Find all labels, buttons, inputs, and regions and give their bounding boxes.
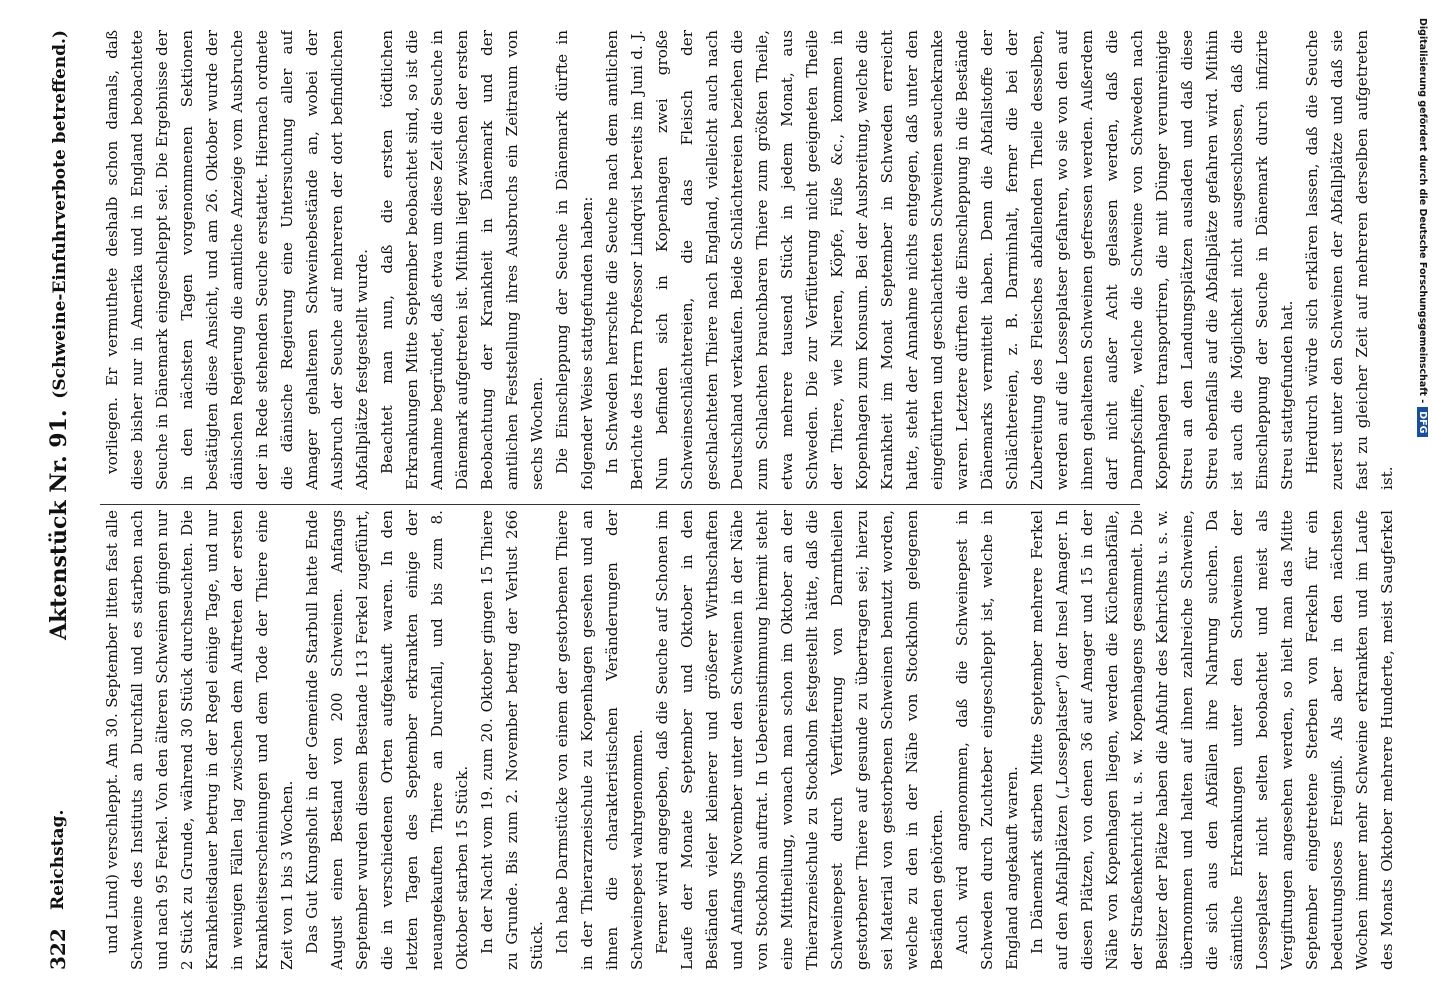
page-header: [46, 30, 86, 970]
left-column: [100, 510, 1400, 970]
document-number: Aktenstück Nr. 91.: [46, 409, 72, 640]
paragraph: Ich habe Darmstücke von einem der gestorbenen Thiere in der Thierarzneischule zu Kopenhagen gesehen und an ihnen die charakteristischen Veränderungen der Schweinepest wahrgenommen.: [553, 510, 646, 970]
credit-text: Digitalisierung gefördert durch die Deutsche Forschungsgemeinschaft -: [1417, 18, 1428, 404]
paragraph: Auch wird angenommen, daß die Schweinepest in Schweden durch Zuchteber eingeschleppt ist, welche in England angekauft waren.: [953, 510, 1021, 970]
paragraph: Beachtet man nun, daß die ersten tödtlichen Erkrankungen Mitte September beobachtet sind, so ist die Annahme begründet, daß etwa um diese Zeit die Seuche in Dänemark aufgetreten ist. Mithin liegt zwischen der ersten Beobachtung der Krankheit in Dänemark und der amtlichen Feststellung ihres Ausbruchs ein Zeitraum von sechs Wochen.: [378, 30, 546, 490]
paragraph: In Dänemark starben Mitte September mehrere Ferkel auf den Abfallplätzen („Losseplatser“) der Insel Amager. In diesen Plätzen, von denen 36 auf Amager und 15 in der Nähe von Kopenhagen liegen, werden die Küchenabfälle, der Straßenkehricht u. s. w. Kopenhagens gesammelt. Die Besitzer der Plätze haben die Abfuhr des Kehrichts u. s. w. übernommen und halten auf ihnen zahlreiche Schweine, die sich aus den Abfällen ihre Nahrung suchen. Da sämtliche Erkrankungen unter den Schweinen der Losseplatser nicht selten beobachtet und meist als Vergiftungen angesehen werden, so hielt man das Mitte September eingetretene Sterben von Ferkeln für ein bedeutungsloses Ereigniß. Als aber in den nächsten Wochen immer mehr Schweine erkrankten und im Laufe des Monats Oktober mehrere Hunderte, meist Saugferkel: [1028, 510, 1396, 970]
paragraph: In Schweden herrschte die Seuche nach dem amtlichen Berichte des Herrn Professor Lindqvist bereits im Juni d. J. Nun befinden sich in Kopenhagen zwei große Schweineschlächtereien, die das Fleisch der geschlachteten Thiere nach England, vielleicht auch nach Deutschland verkaufen. Beide Schlächtereien beziehen die zum Schlachten brauchbaren Thiere zum größten Theile, etwa mehrere tausend Stück in jedem Monat, aus Schweden. Die zur Verfütterung nicht geeigneten Theile der Thiere, wie Nieren, Köpfe, Füße &c., kommen in Kopenhagen zum Konsum. Bei der Ausbreitung, welche die Krankheit im Monat September in Schweden erreicht hatte, steht der Annahme nichts entgegen, daß unter den eingeführten und geschlachteten Schweinen seuchekranke waren. Letztere dürften die Einschleppung in die Bestände Dänemarks vermittelt haben. Denn die Abfallstoffe der Schlächtereien, z. B. Darminhalt, ferner die bei der Zubereitung des Fleisches abfallenden Theile desselben, werden auf die Losseplatser gefahren, wo sie von den auf ihnen gehaltenen Schweinen gefressen werden. Außerdem darf nicht außer Acht gelassen werden, daß die Dampfschiffe, welche die Schweine von Schweden nach Kopenhagen transportiren, die mit Dünger verunreinigte Streu an den Landungsplätzen ausladen und daß diese Streu ebenfalls auf die Abfallplätze gefahren wird. Mithin ist auch die Möglichkeit nicht ausgeschlossen, daß die Einschleppung der Seuche in Dänemark durch infizirte Streu stattgefunden hat.: [603, 30, 1296, 490]
digitization-credit: [1410, 18, 1428, 978]
right-column: [100, 30, 1400, 490]
paragraph: Ferner wird angegeben, daß die Seuche auf Schonen im Laufe der Monate September und Oktober in den Beständen vieler kleinerer und größerer Wirthschaften und Anfangs November unter den Schweinen in der Nähe von Stockholm auftrat. In Uebereinstimmung hiermit steht eine Mittheilung, wonach man schon im Oktober an der Thierarzneischule zu Stockholm festgestellt hätte, daß die Schweinepest durch Verfütterung von Darmtheilen gestorbener Thiere auf gesunde zu übertragen sei; hierzu sei Material von gestorbenen Schweinen benutzt worden, welche zu den in der Nähe von Stockholm gelegenen Beständen gehörten.: [653, 510, 946, 970]
running-head-right: (Schweine-Einfuhrverbote betreffend.): [50, 30, 70, 399]
dfg-logo: DFG: [1417, 407, 1428, 437]
paragraph: Hierdurch würde sich erklären lassen, daß die Seuche zuerst unter den Schweinen der Abfallplätze und daß sie fast zu gleicher Zeit auf mehreren derselben aufgetreten ist.: [1303, 30, 1396, 490]
paragraph: Das Gut Kungsholt in der Gemeinde Starbull hatte Ende August einen Bestand von 200 Schweinen. Anfangs September wurden diesem Bestande 113 Ferkel zugeführt, die in verschiedenen Orten aufgekauft waren. In den letzten Tagen des September erkrankten einige der neuangekauften Thiere an Durchfall, und bis zum 8. Oktober starben 15 Stück.: [303, 510, 471, 970]
paragraph: Die Einschleppung der Seuche in Dänemark dürfte in folgender Weise stattgefunden haben:: [553, 30, 596, 490]
paragraph: und Lund) verschleppt. Am 30. September litten fast alle Schweine des Instituts an Durchfall und es starben nach und nach 95 Ferkel. Von den älteren Schweinen gingen nur 2 Stück zu Grunde, während 30 Stück durchseuchten. Die Krankheitsdauer betrug in der Regel einige Tage, und nur in wenigen Fällen lag zwischen dem Auftreten der ersten Krankheitserscheinungen und dem Tode der Thiere eine Zeit von 1 bis 3 Wochen.: [103, 510, 296, 970]
column-divider: [100, 504, 1140, 505]
page-number: 322: [46, 928, 70, 970]
running-head-left: Reichstag.: [48, 809, 68, 910]
document-page: [16, 0, 1416, 1000]
paragraph: vorliegen. Er vermuthete deshalb schon damals, daß diese bisher nur in Amerika und in England beobachtete Seuche in Dänemark eingeschleppt sei. Die Ergebnisse der in den nächsten Tagen vorgenommenen Sektionen bestätigten diese Ansicht, und am 26. Oktober wurde der dänischen Regierung die amtliche Anzeige vom Ausbruche der in Rede stehenden Seuche erstattet. Hiernach ordnete die dänische Regierung eine Untersuchung aller auf Amager gehaltenen Schweinebestände an, wobei der Ausbruch der Seuche auf mehreren der dort befindlichen Abfallplätze festgestellt wurde.: [103, 30, 371, 490]
paragraph: In der Nacht vom 19. zum 20. Oktober gingen 15 Thiere zu Grunde. Bis zum 2. November betrug der Verlust 266 Stück.: [478, 510, 546, 970]
